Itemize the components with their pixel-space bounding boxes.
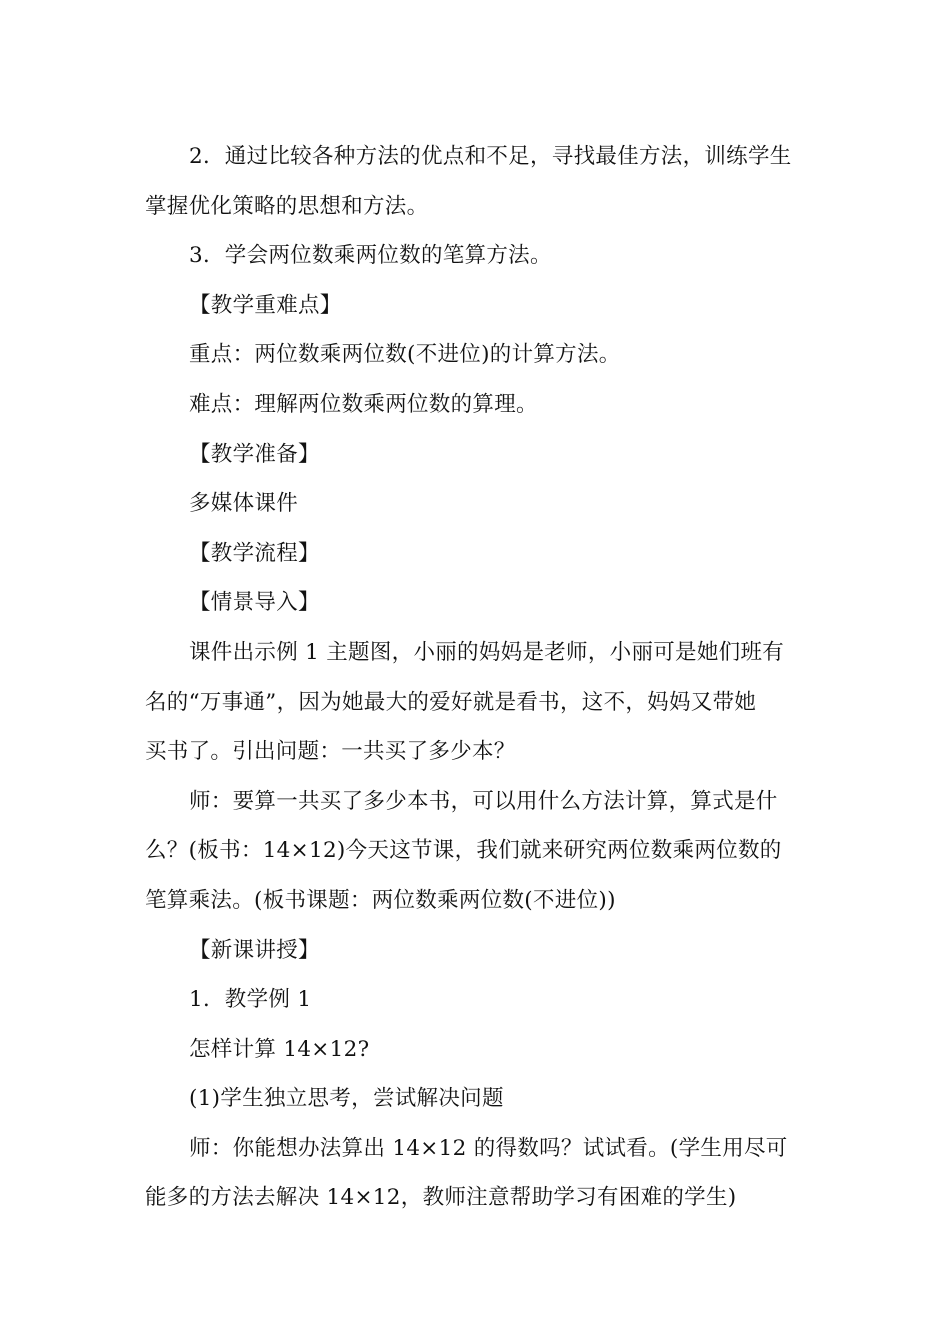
- section-heading-process: 【教学流程】: [189, 540, 320, 566]
- difficult-point-line: 难点：理解两位数乘两位数的算理。: [189, 391, 538, 417]
- section-heading-new-lesson: 【新课讲授】: [189, 937, 320, 963]
- paragraph-line-13: 买书了。引出问题：一共买了多少本？: [145, 739, 516, 765]
- paragraph-line-11: 课件出示例 1 主题图，小丽的妈妈是老师，小丽可是她们班有: [189, 639, 785, 665]
- paragraph-line-21: 师：你能想办法算出 14×12 的得数吗？试试看。(学生用尽可: [189, 1135, 788, 1161]
- paragraph-line-12: 名的“万事通”，因为她最大的爱好就是看书，这不，妈妈又带她: [145, 689, 757, 715]
- section-heading-preparation: 【教学准备】: [189, 441, 320, 467]
- paragraph-line-16: 笔算乘法。(板书课题：两位数乘两位数(不进位)): [145, 887, 616, 913]
- example-question: 怎样计算 14×12?: [189, 1036, 370, 1062]
- section-heading-key-points: 【教学重难点】: [189, 292, 342, 318]
- paragraph-line-3: 3．学会两位数乘两位数的笔算方法。: [189, 243, 552, 269]
- document-page: [145, 132, 807, 1223]
- paragraph-line-14: 师：要算一共买了多少本书，可以用什么方法计算，算式是什: [189, 788, 778, 814]
- paragraph-line-1: 2．通过比较各种方法的优点和不足，寻找最佳方法，训练学生: [189, 144, 792, 169]
- key-point-line: 重点：两位数乘两位数(不进位)的计算方法。: [189, 342, 621, 368]
- paragraph-line-22: 能多的方法去解决 14×12，教师注意帮助学习有困难的学生): [145, 1185, 737, 1211]
- section-heading-intro: 【情景导入】: [189, 590, 320, 616]
- preparation-line: 多媒体课件: [189, 491, 299, 517]
- paragraph-line-15: 么？(板书：14×12)今天这节课，我们就来研究两位数乘两位数的: [145, 838, 782, 864]
- step-line: (1)学生独立思考，尝试解决问题: [189, 1086, 504, 1112]
- paragraph-line-2: 掌握优化策略的思想和方法。: [145, 193, 429, 219]
- example-heading: 1．教学例 1: [189, 987, 312, 1013]
